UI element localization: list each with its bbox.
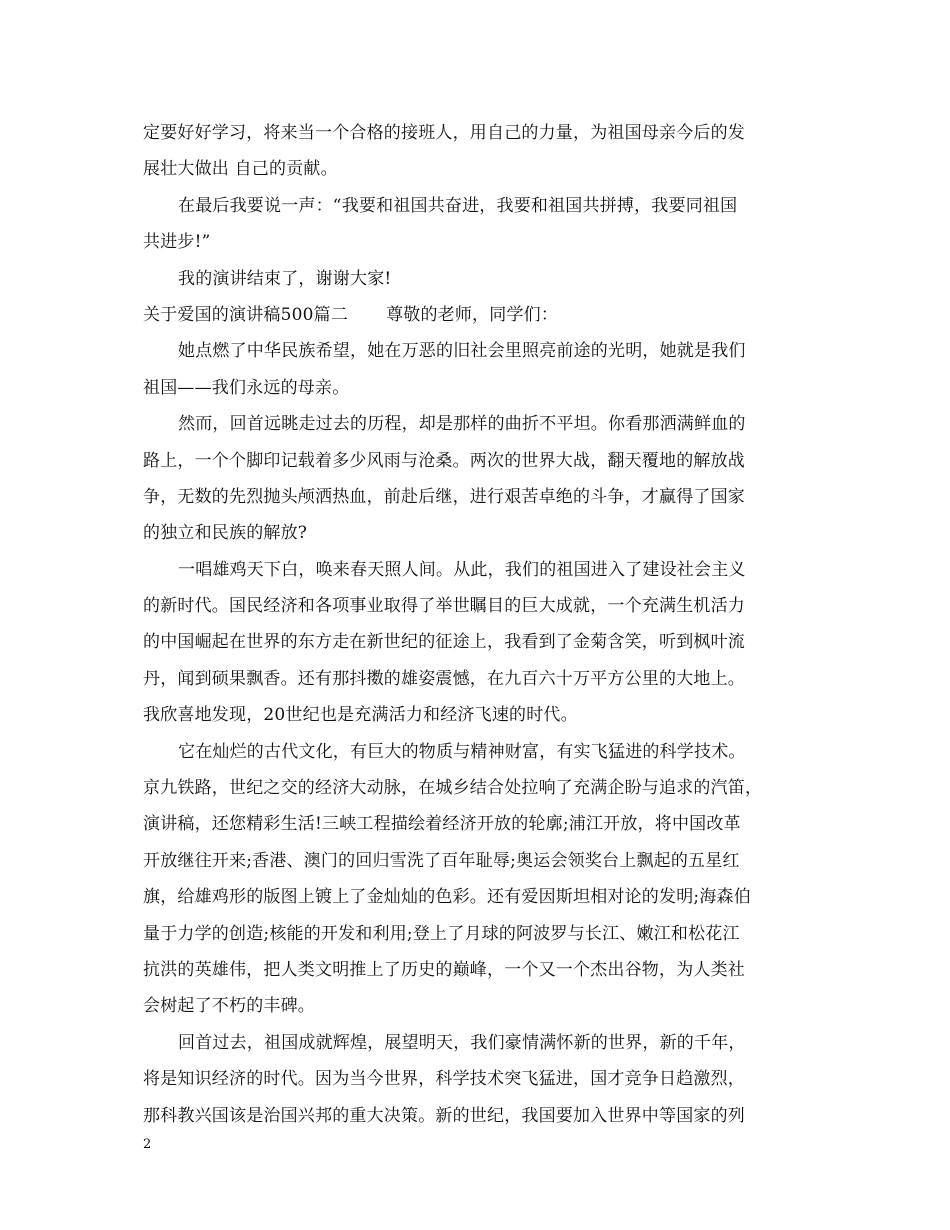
text-line-content: 路上，一个个脚印记载着多少风雨与沧桑。两次的世界大战，翻天覆地的解放战: [143, 450, 745, 471]
text-line: [143, 661, 815, 697]
document-body: [143, 115, 815, 1134]
text-line: [143, 916, 815, 952]
text-line-content: 旗，给雄鸡形的版图上镀上了金灿灿的色彩。还有爱因斯坦相对论的发明;海森伯: [143, 887, 751, 908]
text-line-content: 它在灿烂的古代文化，有巨大的物质与精神财富，有实飞猛进的科学技术。: [178, 741, 746, 762]
text-line: [143, 952, 815, 988]
text-line: [143, 479, 815, 515]
text-line: [143, 624, 815, 660]
text-line-content: 抗洪的英雄伟，把人类文明推上了历史的巅峰，一个又一个杰出谷物，为人类社: [143, 959, 745, 980]
text-line: [143, 879, 815, 915]
text-line: [143, 370, 815, 406]
text-line: [143, 588, 815, 624]
text-line: [143, 224, 815, 260]
text-line-content: 共进步!”: [143, 232, 211, 253]
text-line: [143, 115, 815, 151]
text-line: [143, 988, 815, 1024]
text-line-content: 然而，回首远眺走过去的历程，却是那样的曲折不平坦。你看那洒满鲜血的: [178, 414, 746, 435]
text-line: [143, 406, 815, 442]
text-line: [143, 697, 815, 733]
text-line-content: 演讲稿，还您精彩生活!三峡工程描绘着经济开放的轮廓;浦江开放，将中国改革: [143, 814, 741, 835]
text-line-content: 京九铁路，世纪之交的经济大动脉，在城乡结合处拉响了充满企盼与追求的汽笛，: [143, 778, 763, 799]
text-line-trail: 尊敬的老师，同学们：: [386, 304, 559, 325]
text-line-content: 的中国崛起在世界的东方走在新世纪的征途上，我看到了金菊含笑，听到枫叶流: [143, 632, 745, 653]
text-line: [143, 806, 815, 842]
text-line-content: 祖国——我们永远的母亲。: [143, 377, 350, 398]
text-line-content: 的独立和民族的解放?: [143, 523, 308, 544]
text-line: [143, 843, 815, 879]
text-line-content: 的新时代。国民经济和各项事业取得了举世瞩目的巨大成就，一个充满生机活力: [143, 596, 745, 617]
text-line-content: 争，无数的先烈抛头颅洒热血，前赴后继，进行艰苦卓绝的斗争，才赢得了国家: [143, 486, 745, 507]
text-line: [143, 1025, 815, 1061]
page-number: 2: [143, 1137, 152, 1152]
text-line-content: 我欣喜地发现，20世纪也是充满活力和经济飞速的时代。: [143, 705, 578, 726]
text-line-content: 回首过去，祖国成就辉煌，展望明天，我们豪情满怀新的世界，新的千年，: [178, 1032, 746, 1053]
text-line: [143, 1061, 815, 1097]
text-line-content: 她点燃了中华民族希望，她在万恶的旧社会里照亮前途的光明，她就是我们: [178, 341, 746, 362]
text-line: [143, 151, 815, 187]
text-line: [143, 333, 815, 369]
text-line-content: 开放继往开来;香港、澳门的回归雪洗了百年耻辱;奥运会领奖台上飘起的五星红: [143, 850, 740, 871]
text-line-content: 丹，闻到硕果飘香。还有那抖擞的雄姿震憾，在九百六十万平方公里的大地上。: [143, 668, 745, 689]
text-line: [143, 734, 815, 770]
text-line-content: 量于力学的创造;核能的开发和利用;登上了月球的阿波罗与长江、嫩江和松花江: [143, 923, 740, 944]
text-line: [143, 261, 815, 297]
text-line: [143, 297, 815, 333]
text-line-content: 展壮大做出 自己的贡献。: [143, 159, 338, 180]
text-line-content: 将是知识经济的时代。因为当今世界，科学技术突飞猛进，国才竞争日趋激烈，: [143, 1069, 745, 1090]
text-line: [143, 515, 815, 551]
text-line-content: 那科教兴国该是治国兴邦的重大决策。新的世纪，我国要加入世界中等国家的列: [143, 1105, 745, 1126]
text-line: [143, 1098, 815, 1134]
text-line: [143, 770, 815, 806]
text-line-content: 定要好好学习，将来当一个合格的接班人，用自己的力量，为祖国母亲今后的发: [143, 123, 745, 143]
text-line: [143, 188, 815, 224]
text-line: [143, 443, 815, 479]
text-line-content: 在最后我要说一声：“我要和祖国共奋进，我要和祖国共拼搏，我要同祖国: [178, 195, 738, 216]
text-line-content: 一唱雄鸡天下白，唤来春天照人间。从此，我们的祖国进入了建设社会主义: [178, 559, 746, 580]
text-line: [143, 552, 815, 588]
text-line-content: 关于爱国的演讲稿500篇二: [143, 304, 349, 325]
text-line-content: 会树起了不朽的丰碑。: [143, 996, 315, 1017]
text-line-content: 我的演讲结束了，谢谢大家!: [178, 268, 392, 289]
